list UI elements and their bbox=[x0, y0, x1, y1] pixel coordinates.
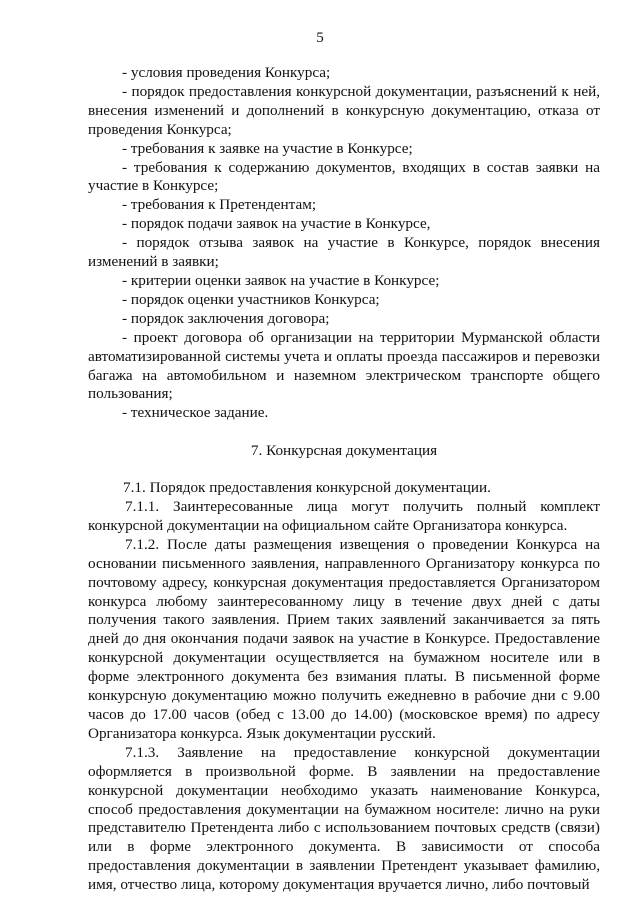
list-item: - техническое задание. bbox=[122, 404, 269, 422]
paragraph: 7.1.1. Заинтересованные лица могут получить полный комплект конкурсной документации на официальном сайте Организатора конкурса. bbox=[88, 498, 600, 534]
list-item: - критерии оценки заявок на участие в Конкурсе; bbox=[122, 271, 440, 289]
list-item: - проект договора об организации на территории Мурманской области автоматизированной системы учета и оплаты проезда пассажиров и перевозки багажа на автомобильном и наземном электрическом транспорте общего пользования; bbox=[88, 328, 600, 403]
list-item: - порядок отзыва заявок на участие в Конкурсе, порядок внесения изменений в заявки; bbox=[88, 234, 600, 271]
list-item: - требования к содержанию документов, входящих в состав заявки на участие в Конкурсе; bbox=[88, 158, 600, 195]
paragraph: 7.1.2. После даты размещения извещения о проведении Конкурса на основании письменного заявления, направленного Организатору конкурса по почтовому адресу, конкурсная документация предоставляется Организатором конкурса любому заинтересованному лицу в течение двух дней с даты получения такого заявления. Прием таких заявлений заканчивается за пять дней до дня окончания подачи заявок на участие в Конкурсе. Предоставление конкурсной документации осуществляется на бумажном носителе или в форме электронного документа без взимания платы. В письменной форме конкурсную документацию можно получить ежедневно в рабочие дни с 9.00 часов до 17.00 часов (обед с 13.00 до 14.00) (московское время) по адресу Организатора конкурса. Язык документации русский. bbox=[88, 535, 600, 742]
sub-section-heading: 7.1. Порядок предоставления конкурсной документации. bbox=[123, 479, 491, 497]
list-item: - порядок предоставления конкурсной документации, разъяснений к ней, внесения изменений и дополнений в конкурсную документацию, отказа от проведения Конкурса; bbox=[88, 82, 600, 138]
page-number: 5 bbox=[316, 30, 324, 46]
list-item: - порядок оценки участников Конкурса; bbox=[122, 290, 380, 308]
list-item: - порядок подачи заявок на участие в Конкурсе, bbox=[122, 215, 431, 233]
list-item: - порядок заключения договора; bbox=[122, 309, 330, 327]
list-item: - требования к заявке на участие в Конкурсе; bbox=[122, 139, 413, 157]
section-heading: 7. Конкурсная документация bbox=[250, 442, 438, 460]
page-body bbox=[88, 64, 600, 895]
paragraph: 7.1.3. Заявление на предоставление конкурсной документации оформляется в произвольной форме. В заявлении на предоставление конкурсной документации необходимо указать наименование Конкурса, способ предоставления документации на бумажном носителе: лично на руки представителю Претендента либо с использованием почтовых средств (связи) или в форме электронного документа. В зависимости от способа предоставления документации в заявлении Претендент указывает фамилию, имя, отчество лица, которому документация вручается лично, либо почтовый bbox=[88, 743, 600, 894]
list-item: - условия проведения Конкурса; bbox=[122, 64, 331, 81]
list-item: - требования к Претендентам; bbox=[122, 196, 317, 214]
